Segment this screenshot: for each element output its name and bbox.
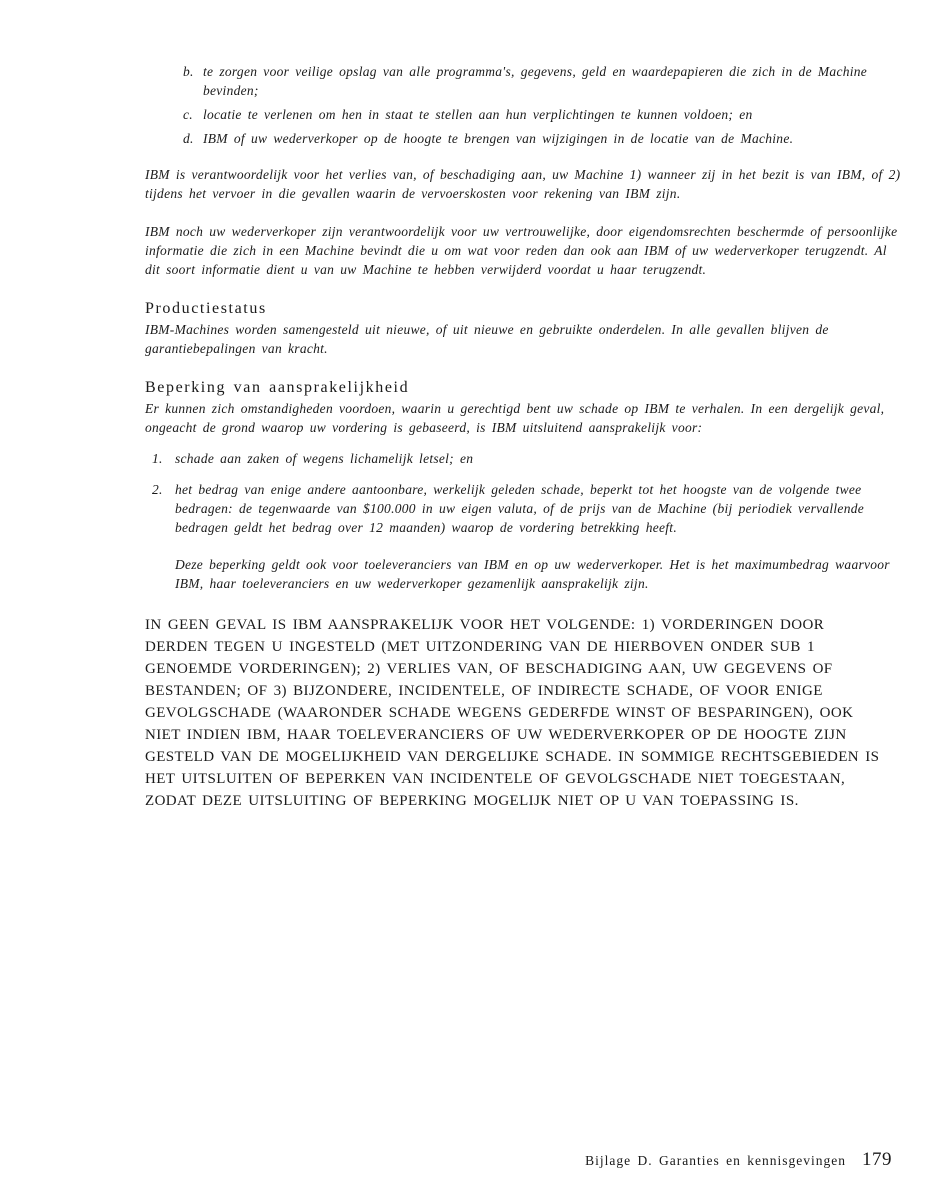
section-heading-productiestatus: Productiestatus — [145, 300, 267, 317]
productiestatus-paragraph: IBM-Machines worden samengesteld uit nieuwe, of uit nieuwe en gebruikte onderdelen. In alle gevallen blijven de garantiebepalingen van kracht. — [145, 322, 829, 356]
list-marker: 2. — [152, 482, 163, 497]
list-marker: 1. — [152, 451, 163, 466]
page-footer — [585, 1149, 892, 1171]
list-marker: c. — [183, 107, 193, 122]
list-item-b — [183, 62, 907, 100]
beperking-intro-paragraph: Er kunnen zich omstandigheden voordoen, waarin u gerechtigd bent uw schade op IBM te verhalen. In een dergelijk geval, ongeacht de grond waarop uw vordering is gebaseerd, is IBM uitsluitend aansprakelijk voor: — [145, 401, 885, 435]
list-item-text: locatie te verlenen om hen in staat te stellen aan hun verplichtingen te kunnen voldoen; en — [203, 107, 753, 122]
numbered-item-1 — [152, 449, 907, 468]
footer-caption: Bijlage D. Garanties en kennisgevingen — [585, 1153, 846, 1168]
obligations-letter-list — [145, 62, 907, 148]
section-heading-beperking-van-aansprakelijkheid: Beperking van aansprakelijkheid — [145, 379, 410, 396]
disclaimer-paragraph: IN GEEN GEVAL IS IBM AANSPRAKELIJK VOOR HET VOLGENDE: 1) VORDERINGEN DOOR DERDEN TEGEN U INGESTELD (MET UITZONDERING VAN DE HIERBOVEN ONDER SUB 1 GENOEMDE VORDERINGEN); 2) VERLIES VAN, OF BESCHADIGING AAN, UW GEGEVENS OF BESTANDEN; OF 3) BIJZONDERE, INCIDENTELE, OF INDIRECTE SCHADE, OF VOOR ENIGE GEVOLGSCHADE (WAARONDER SCHADE WEGENS GEDERFDE WINST OF BESPARINGEN), OOK NIET INDIEN IBM, HAAR TOELEVERANCIERS OF UW WEDERVERKOPER OP DE HOOGTE ZIJN GESTELD VAN DE MOGELIJKHEID VAN DERGELIJKE SCHADE. IN SOMMIGE RECHTSGEBIEDEN IS HET UITSLUITEN OF BEPERKEN VAN INCIDENTELE OF GEVOLGSCHADE NIET TOEGESTAAN, ZODAT DEZE UITSLUITING OF BEPERKING MOGELIJK NIET OP U VAN TOEPASSING IS. — [145, 617, 880, 809]
limitation-note-paragraph: Deze beperking geldt ook voor toeleveranciers van IBM en op uw wederverkoper. Het is het maximumbedrag waarvoor IBM, haar toeleveranciers en uw wederverkoper gezamenlijk aansprakelijk zijn. — [175, 557, 890, 591]
list-item-text: te zorgen voor veilige opslag van alle programma's, gegevens, geld en waardepapieren die zich in de Machine bevinden; — [203, 64, 868, 98]
list-item-text: het bedrag van enige andere aantoonbare, werkelijk geleden schade, beperkt tot het hoogste van de volgende twee bedragen: de tegenwaarde van $100.000 in uw eigen valuta, of de prijs van de Machine (bij periodiek vervallende bedragen geldt het bedrag over 12 maanden) waarop de vordering betrekking heeft. — [175, 482, 864, 535]
machine-liability-paragraph: IBM is verantwoordelijk voor het verlies van, of beschadiging aan, uw Machine 1) wanneer zij in het bezit is van IBM, of 2) tijdens het vervoer in die gevallen waarin de vervoerskosten voor rekening van IBM zijn. — [145, 167, 901, 201]
page-number: 179 — [862, 1149, 892, 1170]
list-item-c — [183, 105, 907, 124]
list-marker: b. — [183, 64, 194, 79]
page-content — [145, 62, 907, 812]
list-item-d — [183, 129, 907, 148]
list-item-text: IBM of uw wederverkoper op de hoogte te brengen van wijzigingen in de locatie van de Machine. — [203, 131, 794, 146]
list-item-text: schade aan zaken of wegens lichamelijk letsel; en — [175, 451, 474, 466]
confidential-info-paragraph: IBM noch uw wederverkoper zijn verantwoordelijk voor uw vertrouwelijke, door eigendomsrechten beschermde of persoonlijke informatie die zich in een Machine bevindt die u om wat voor reden dan ook aan IBM of uw wederverkoper terugzendt. Al dit soort informatie dient u van uw Machine te hebben verwijderd voordat u haar terugzendt. — [145, 224, 898, 277]
numbered-item-2 — [152, 480, 907, 537]
liability-numbered-list — [145, 449, 907, 537]
list-marker: d. — [183, 131, 194, 146]
